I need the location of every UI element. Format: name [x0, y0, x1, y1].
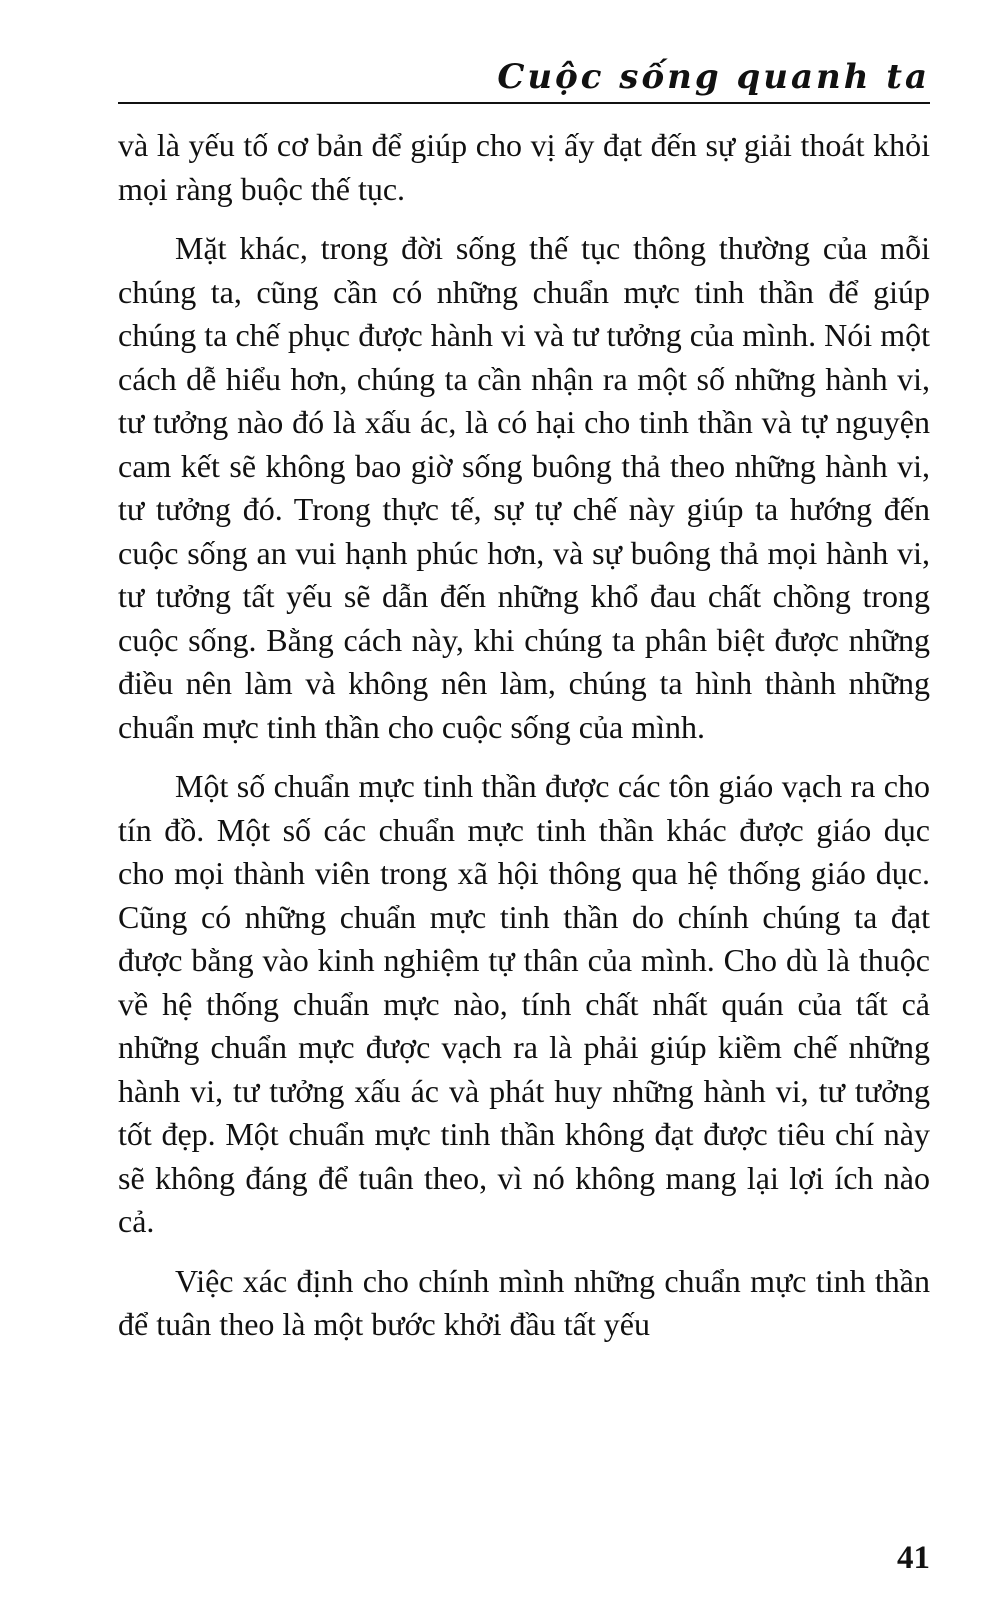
paragraph: Một số chuẩn mực tinh thần được các tôn giáo vạch ra cho tín đồ. Một số các chuẩn mực tinh thần khác được giáo dục cho mọi thành viên trong xã hội thông qua hệ thống giáo dục. Cũng có những chuẩn mực tinh thần do chính chúng ta đạt được bằng vào kinh nghiệm tự thân của mình. Cho dù là thuộc về hệ thống chuẩn mực nào, tính chất nhất quán của tất cả những chuẩn mực được vạch ra là phải giúp kiềm chế những hành vi, tư tưởng xấu ác và phát huy những hành vi, tư tưởng tốt đẹp. Một chuẩn mực tinh thần không đạt được tiêu chí này sẽ không đáng để tuân theo, vì nó không mang lại lợi ích nào cả.	[118, 768, 930, 1239]
paragraph: Việc xác định cho chính mình những chuẩn mực tinh thần để tuân theo là một bước khởi đầu tất yếu	[118, 1262, 930, 1342]
page-number: 41	[897, 1540, 930, 1576]
paragraph: Mặt khác, trong đời sống thế tục thông thường của mỗi chúng ta, cũng cần có những chuẩn mực tinh thần để giúp chúng ta chế phục được hành vi và tư tưởng của mình. Nói một cách dễ hiểu hơn, chúng ta cần nhận ra một số những hành vi, tư tưởng nào đó là xấu ác, là có hại cho tinh thần và tự nguyện cam kết sẽ không bao giờ sống buông thả theo những hành vi, tư tưởng đó. Trong thực tế, sự tự chế này giúp ta hướng đến cuộc sống an vui hạnh phúc hơn, và sự buông thả mọi hành vi, tư tưởng tất yếu sẽ dẫn đến những khổ đau chất chồng trong cuộc sống. Bằng cách này, khi chúng ta phân biệt được những điều nên làm và không nên làm, chúng ta hình thành những chuẩn mực tinh thần cho cuộc sống của mình.	[118, 230, 930, 745]
running-header	[118, 52, 930, 104]
paragraph-continuation: và là yếu tố cơ bản để giúp cho vị ấy đạt đến sự giải thoát khỏi mọi ràng buộc thế tục.	[118, 127, 930, 207]
body-text	[118, 124, 930, 1363]
running-title: Cuộc sống quanh ta	[497, 57, 930, 97]
